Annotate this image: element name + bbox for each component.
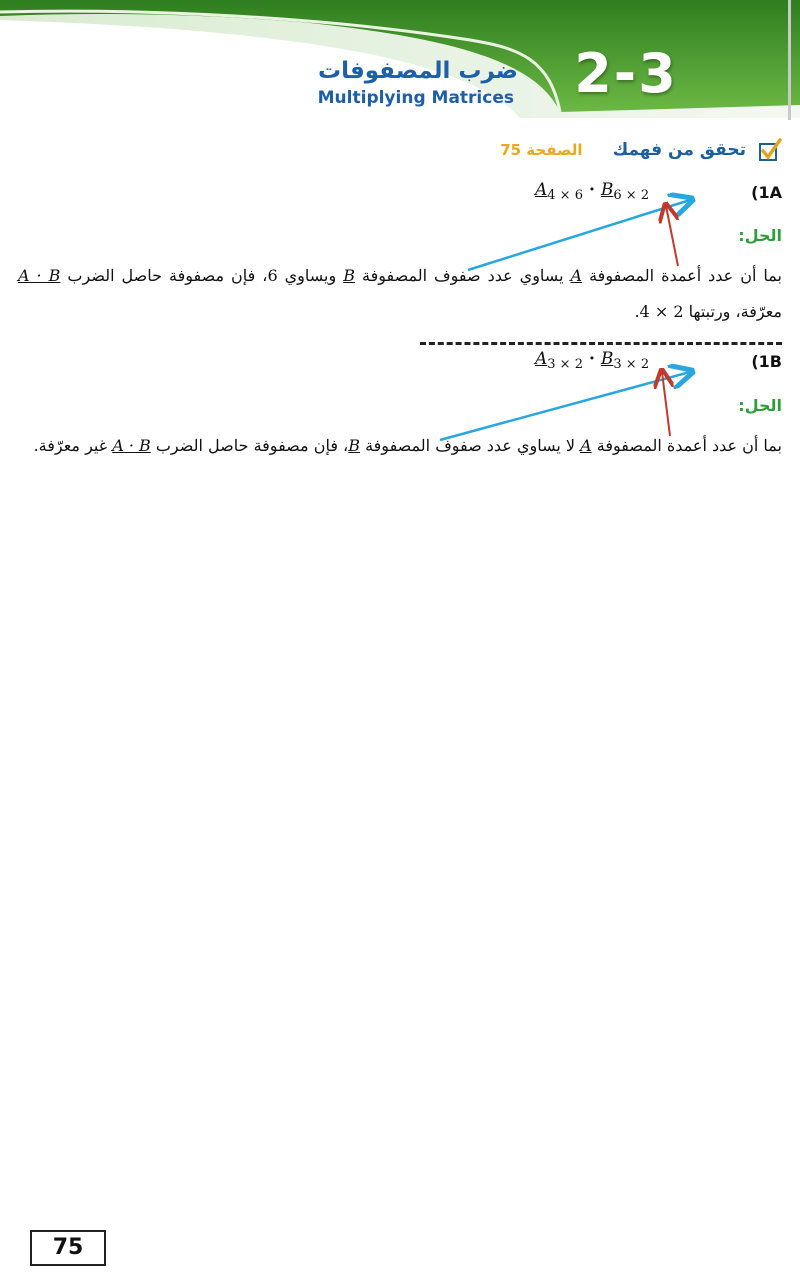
matrix-b-dims: 6 × 2	[613, 188, 650, 203]
matrix-a: A	[535, 180, 548, 200]
text-part: بما أن عدد أعمدة المصفوفة	[582, 266, 783, 285]
text-part: معرّفة، ورتبتها 2 × 4.	[634, 302, 782, 321]
arrow-1a-red	[666, 206, 678, 266]
arrow-1b-blue	[440, 372, 690, 440]
product-ab: A · B	[112, 436, 151, 455]
lesson-number: 2-3	[574, 42, 678, 105]
var-a: A	[580, 436, 592, 455]
problem-label-1b: (1B	[751, 352, 782, 371]
lesson-title-arabic: ضرب المصفوفات	[317, 58, 518, 84]
annotation-arrows	[0, 0, 800, 520]
matrix-a-dims: 4 × 6	[547, 188, 583, 203]
var-b: B	[348, 436, 360, 455]
var-b: B	[343, 266, 356, 285]
text-part: لا يساوي عدد صفوف المصفوفة	[359, 436, 581, 455]
solution-label-1b: الحل:	[738, 396, 782, 415]
text-part: بما أن عدد أعمدة المصفوفة	[591, 436, 782, 455]
matrix-a: A	[535, 349, 548, 369]
page-reference: الصفحة 75	[500, 141, 583, 159]
check-label: تحقق من فهمك	[612, 140, 746, 160]
var-a: A	[570, 266, 583, 285]
matrix-a-dims: 3 × 2	[547, 357, 583, 372]
text-part: ويساوي 6، فإن مصفوفة حاصل الضرب	[60, 266, 344, 285]
text-part: يساوي عدد صفوف المصفوفة	[355, 266, 571, 285]
text-part: ، فإن مصفوفة حاصل الضرب	[150, 436, 349, 455]
page-number: 75	[30, 1230, 106, 1266]
matrix-expression-1b: $A_{3 \times 2} \cdot B_{3 \times 2}$	[535, 349, 650, 372]
matrix-b: B	[600, 180, 614, 200]
lesson-title-english: Multiplying Matrices	[317, 88, 514, 108]
product-ab: A · B	[18, 266, 61, 285]
matrix-b: B	[600, 349, 614, 369]
problem-label-1a: (1A	[751, 183, 782, 202]
arrow-1b-red	[662, 372, 670, 436]
matrix-b-dims: 3 × 2	[613, 357, 650, 372]
matrix-expression-1a: $A_{4 \times 6} \cdot B_{6 \times 2}$	[535, 180, 650, 203]
arrow-1a-blue	[468, 200, 690, 270]
text-part: غير معرّفة.	[33, 436, 113, 455]
solution-label-1a: الحل:	[738, 226, 782, 245]
